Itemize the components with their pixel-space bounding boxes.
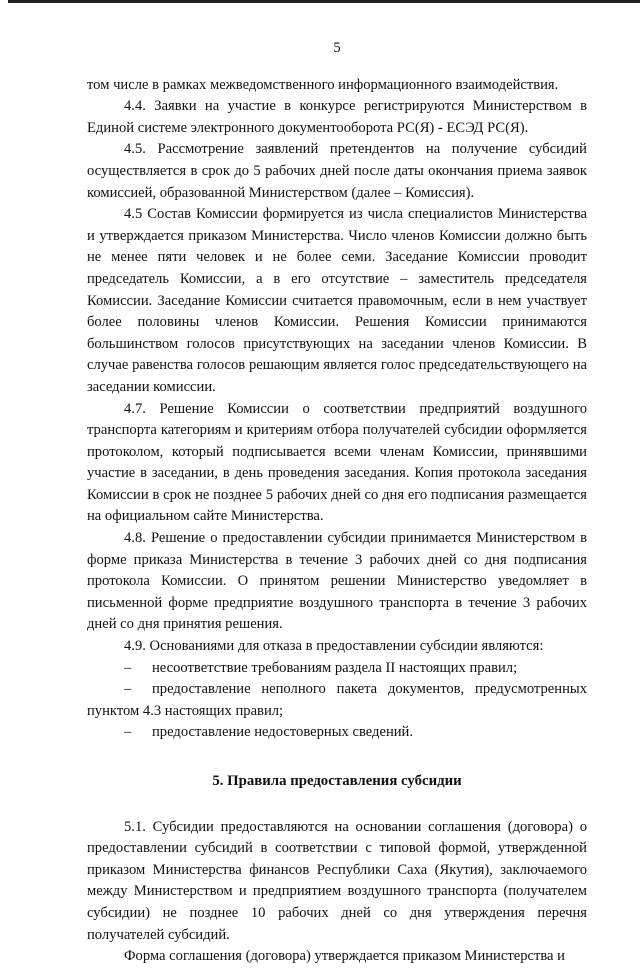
list-dash: – [124,659,132,676]
paragraph-4-9: 4.9. Основаниями для отказа в предоставлении субсидии являются: [124,638,544,655]
paragraph-4-5: 4.5. Рассмотрение заявлений претендентов на получение субсидий осуществляется в срок до 5 рабочих дней после даты окончания приема заявок комиссией, образованной Министерством (далее – Комиссия). [87,141,587,201]
list-item-text: несоответствие требованиям раздела II настоящих правил; [152,659,518,676]
paragraph-4-8: 4.8. Решение о предоставлении субсидии принимается Министерством в форме приказа Министерства в течение 3 рабочих дней со дня подписания протокола Комиссии. О принятом решении Министерство уведомляет в письменной форме предприятие воздушного транспорта в течение 3 рабочих дней со дня принятия решения. [87,530,587,633]
list-item [87,679,587,722]
page-number: 5 [333,40,341,56]
document-page [87,38,587,968]
list-item [87,658,587,680]
list-item [87,722,587,744]
section-heading: 5. Правила предоставления субсидии [212,773,462,789]
paragraph-continuation: том числе в рамках межведомственного информационного взаимодействия. [87,76,559,93]
list-dash: – [124,681,132,698]
paragraph-4-4: 4.4. Заявки на участие в конкурсе регистрируются Министерством в Единой системе электронного документооборота РС(Я) - ЕСЭД РС(Я). [87,98,587,136]
paragraph-5-1: 5.1. Субсидии предоставляются на основании соглашения (договора) о предоставлении субсидий в соответствии с типовой формой, утвержденной приказом Министерства финансов Республики Саха (Якутия), заключаемого между Министерством и предприятием воздушного транспорта (получателем субсидии) не позднее 10 рабочих дней со дня утверждения перечня получателей субсидий. [87,818,587,943]
paragraph-4-7: 4.7. Решение Комиссии о соответствии предприятий воздушного транспорта категориям и критериям отбора получателей субсидии оформляется протоколом, который подписывается всеми членам Комиссии, принявшими участие в заседании, в день проведения заседания. Копия протокола заседания Комиссии в срок не позднее 5 рабочих дней со дня его подписания размещается на официальном сайте Министерства. [87,400,587,525]
paragraph-agreement-form: Форма соглашения (договора) утверждается приказом Министерства и [124,948,565,965]
list-item-text: предоставление недостоверных сведений. [152,724,414,741]
top-border-line [8,0,640,3]
paragraph-4-5-commission: 4.5 Состав Комиссии формируется из числа специалистов Министерства и утверждается приказом Министерства. Число членов Комиссии должно быть не менее пяти человек и не более семи. Заседание Комиссии проводит председатель Комиссии, а в его отсутствие – заместитель председателя Комиссии. Заседание Комиссии считается правомочным, если в нем участвует более половины членов Комиссии. Решения Комиссии принимаются большинством голосов присутствующих на заседании членов Комиссии. В случае равенства голосов решающим является голос председательствующего на заседании комиссии. [87,206,587,395]
list-item-text: предоставление неполного пакета документов, предусмотренных пунктом 4.3 настоящих правил; [87,681,587,719]
list-dash: – [124,724,132,741]
